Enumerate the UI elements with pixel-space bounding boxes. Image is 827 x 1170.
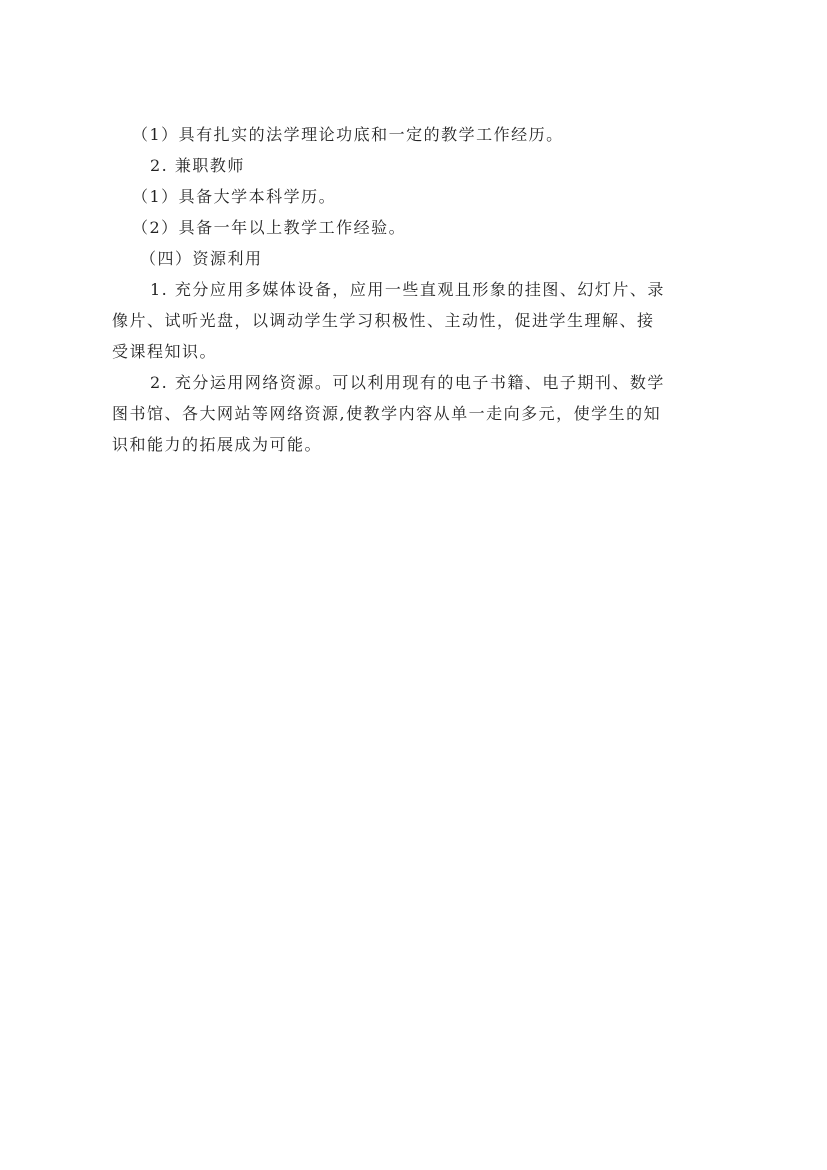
- paragraph-multimedia: [112, 274, 718, 367]
- document-body: [112, 119, 718, 460]
- requirement-item-experience: （2）具备一年以上教学工作经验。: [132, 218, 407, 237]
- paragraph-network-resources: [112, 367, 718, 460]
- paragraph-line: 图书馆、各大网站等网络资源,使教学内容从单一走向多元，使学生的知: [112, 404, 662, 423]
- section-heading-resources: （四）资源利用: [140, 249, 263, 268]
- paragraph-line: 2. 充分运用网络资源。可以利用现有的电子书籍、电子期刊、数学: [150, 373, 665, 392]
- requirement-item-law-theory: （1）具有扎实的法学理论功底和一定的教学工作经历。: [132, 125, 564, 144]
- paragraph-line: 像片、试听光盘，以调动学生学习积极性、主动性，促进学生理解、接: [112, 311, 655, 330]
- paragraph-line: 识和能力的拓展成为可能。: [112, 435, 323, 454]
- paragraph-line: 受课程知识。: [112, 342, 218, 361]
- paragraph-line: 1. 充分应用多媒体设备，应用一些直观且形象的挂图、幻灯片、录: [150, 280, 665, 299]
- heading-part-time-teachers: 2. 兼职教师: [150, 156, 245, 175]
- requirement-item-degree: （1）具备大学本科学历。: [132, 187, 337, 206]
